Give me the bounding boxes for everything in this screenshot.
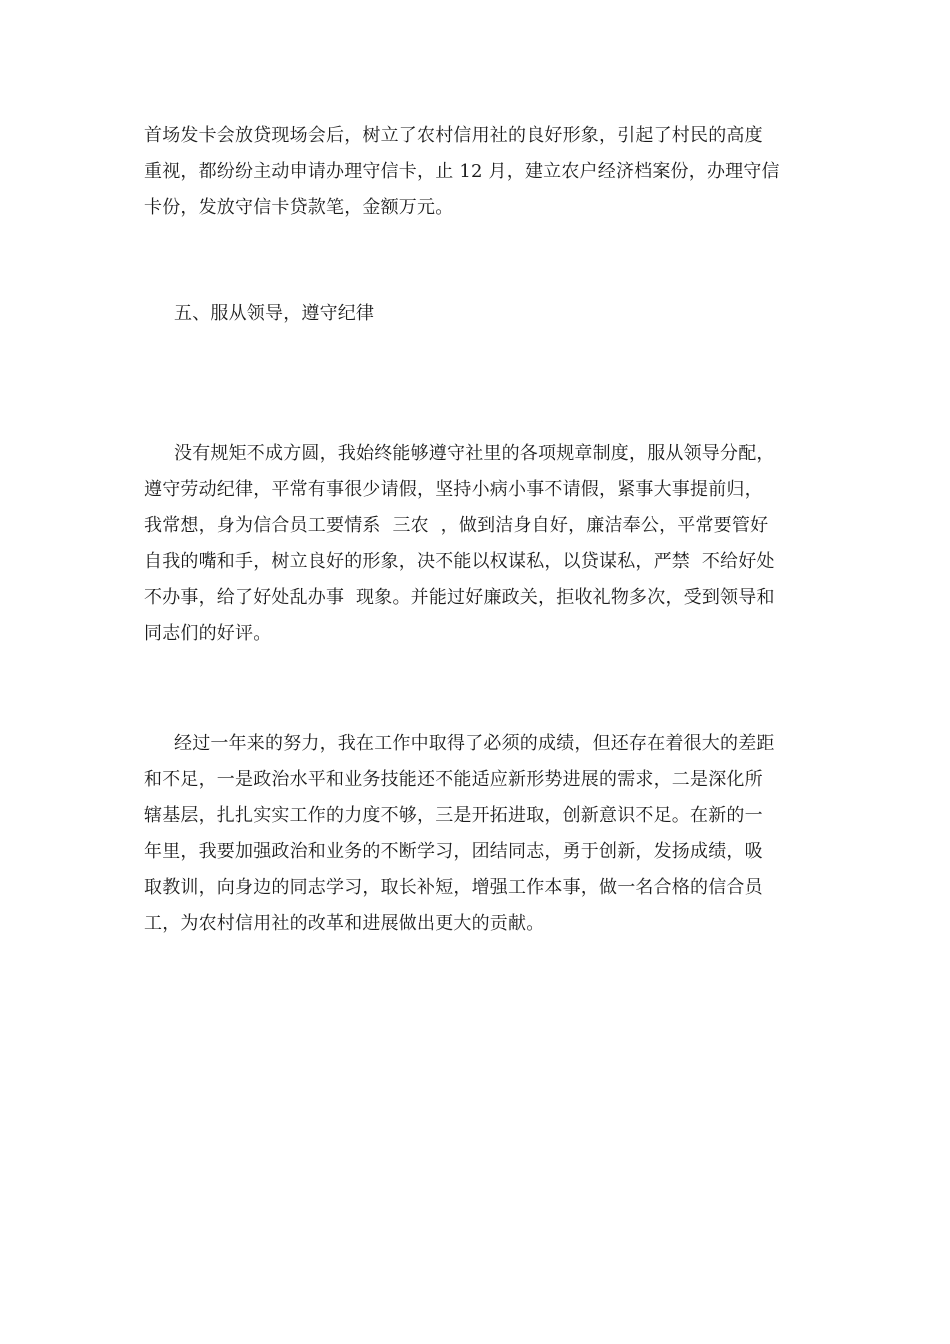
text-line: 不办事，给了好处乱办事 现象。并能过好廉政关，拒收礼物多次，受到领导和 — [144, 587, 775, 608]
text-line: 工，为农村信用社的改革和进展做出更大的贡献。 — [144, 913, 545, 934]
text-line: 取教训，向身边的同志学习，取长补短，增强工作本事，做一名合格的信合员 — [144, 877, 763, 898]
text-line: 没有规矩不成方圆，我始终能够遵守社里的各项规章制度，服从领导分配， — [174, 443, 775, 464]
text-line: 首场发卡会放贷现场会后，树立了农村信用社的良好形象，引起了村民的高度 — [144, 125, 763, 146]
text-line: 我常想，身为信合员工要情系 三农 ，做到洁身自好，廉洁奉公，平常要管好 — [144, 515, 769, 536]
text-line: 辖基层，扎扎实实工作的力度不够，三是开拓进取，创新意识不足。在新的一 — [144, 805, 763, 826]
text-line: 自我的嘴和手，树立良好的形象，决不能以权谋私，以贷谋私，严禁 不给好处 — [144, 551, 775, 572]
paragraph-summary — [144, 726, 804, 942]
section-heading — [144, 296, 804, 332]
text-line: 同志们的好评。 — [144, 623, 272, 644]
text-line: 和不足，一是政治水平和业务技能还不能适应新形势进展的需求，二是深化所 — [144, 769, 763, 790]
text-line: 经过一年来的努力，我在工作中取得了必须的成绩，但还存在着很大的差距 — [174, 733, 775, 754]
section-heading-text: 五、服从领导，遵守纪律 — [174, 303, 375, 324]
text-line: 重视，都纷纷主动申请办理守信卡，止 12 月，建立农户经济档案份，办理守信 — [144, 161, 780, 182]
paragraph-card-issuance — [144, 118, 804, 226]
paragraph-discipline — [144, 436, 804, 652]
text-line: 遵守劳动纪律，平常有事很少请假，坚持小病小事不请假，紧事大事提前归， — [144, 479, 763, 500]
text-line: 卡份，发放守信卡贷款笔，金额万元。 — [144, 197, 454, 218]
text-line: 年里，我要加强政治和业务的不断学习，团结同志，勇于创新，发扬成绩，吸 — [144, 841, 763, 862]
